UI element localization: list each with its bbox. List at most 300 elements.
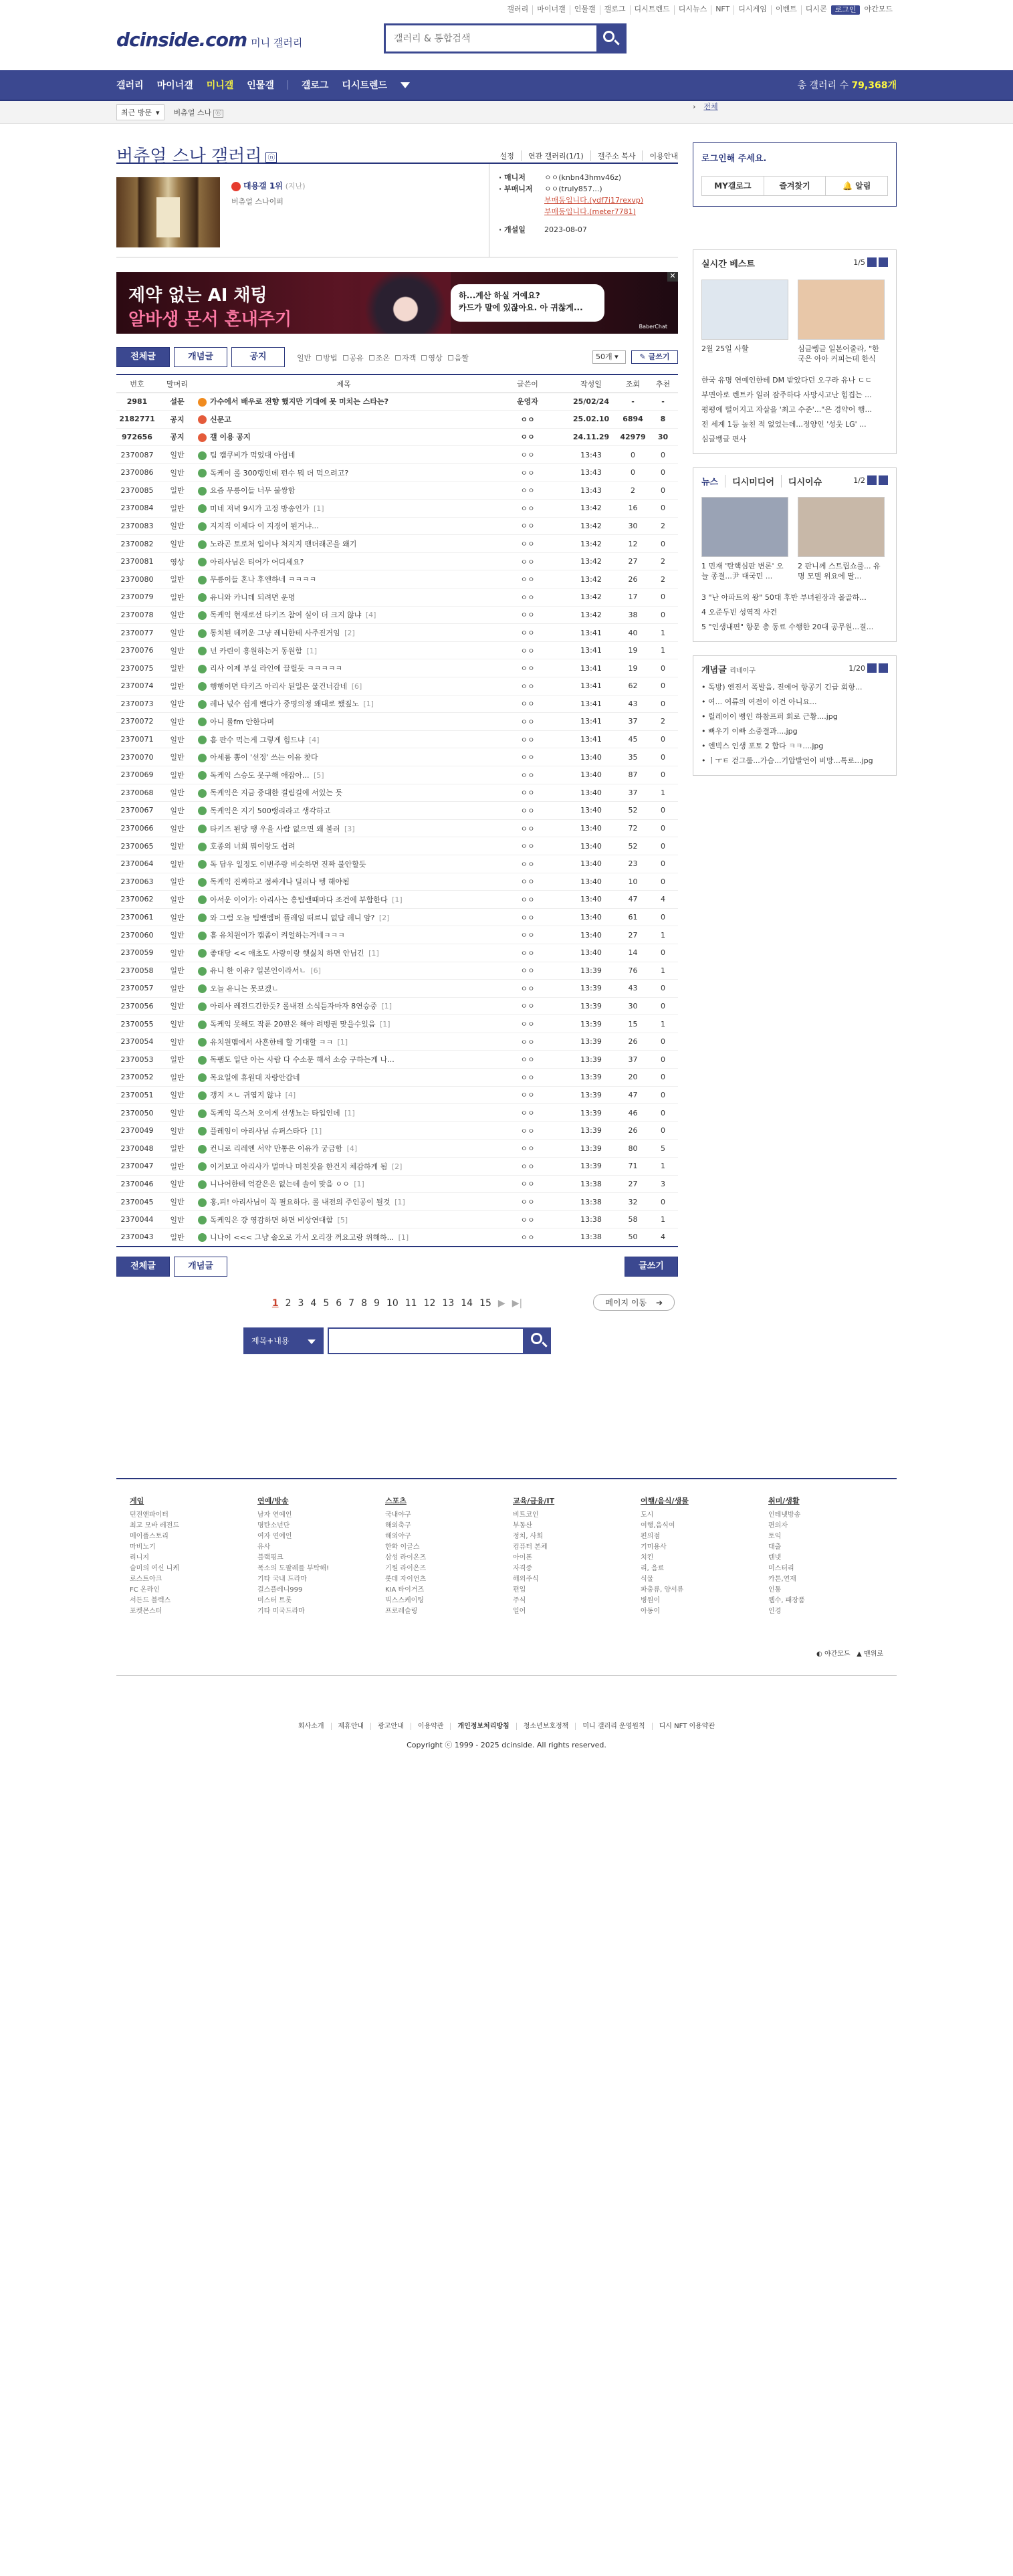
comment-count[interactable]: [1]: [304, 646, 318, 655]
util-link[interactable]: 인물갤: [570, 5, 600, 15]
row-title[interactable]: [197, 446, 491, 464]
row-writer[interactable]: ㅇㅇ: [491, 1193, 564, 1211]
footer-link[interactable]: 아이폰: [513, 1554, 532, 1562]
row-writer[interactable]: ㅇㅇ: [491, 588, 564, 607]
board-search-input[interactable]: [328, 1327, 524, 1354]
table-row[interactable]: [116, 819, 678, 837]
next-icon[interactable]: [879, 475, 888, 485]
footer-link[interactable]: 리, 음료: [641, 1565, 665, 1572]
footer-link[interactable]: 정치, 사회: [513, 1533, 543, 1540]
comment-count[interactable]: [5]: [311, 770, 324, 780]
table-row[interactable]: [116, 641, 678, 659]
footer-link[interactable]: 폭소의 도팔레를 부탁해!: [257, 1565, 329, 1572]
table-row[interactable]: [116, 997, 678, 1015]
table-row[interactable]: [116, 1175, 678, 1193]
footer-col-title[interactable]: 연예/방송: [257, 1497, 289, 1505]
row-writer[interactable]: ㅇㅇ: [491, 606, 564, 624]
table-row[interactable]: [116, 411, 678, 429]
comment-count[interactable]: [1]: [342, 1109, 355, 1118]
board-search-button[interactable]: [524, 1327, 551, 1354]
footer-link[interactable]: 리니지: [130, 1554, 149, 1562]
footer-link[interactable]: 자격증: [513, 1565, 532, 1572]
row-title[interactable]: [197, 624, 491, 642]
row-writer[interactable]: ㅇㅇ: [491, 1158, 564, 1176]
gnb-gallery[interactable]: 갤러리: [116, 80, 144, 91]
row-title[interactable]: [197, 980, 491, 998]
write-button-bottom[interactable]: 글쓰기: [625, 1257, 678, 1277]
row-writer[interactable]: ㅇㅇ: [491, 1175, 564, 1193]
row-writer[interactable]: ㅇㅇ: [491, 784, 564, 802]
footer-link[interactable]: 토익: [768, 1533, 782, 1540]
footer-link[interactable]: 편의점: [641, 1533, 660, 1540]
row-writer[interactable]: ㅇㅇ: [491, 873, 564, 891]
footer-link[interactable]: 웹수, 패장품: [768, 1597, 805, 1604]
util-link[interactable]: 야간모드: [864, 5, 893, 13]
news-image-item[interactable]: [701, 497, 788, 581]
page-link[interactable]: 13: [442, 1297, 455, 1309]
table-row[interactable]: [116, 962, 678, 980]
footer-link[interactable]: 치킨: [641, 1554, 654, 1562]
row-title[interactable]: [197, 517, 491, 535]
row-title[interactable]: [197, 570, 491, 588]
row-writer[interactable]: ㅇㅇ: [491, 766, 564, 784]
table-row[interactable]: [116, 748, 678, 766]
best-image-item[interactable]: [798, 280, 885, 364]
search-input[interactable]: [386, 25, 596, 51]
row-writer[interactable]: ㅇㅇ: [491, 855, 564, 873]
row-writer[interactable]: ㅇㅇ: [491, 463, 564, 481]
meta-value[interactable]: ㅇㅇ(knbn43hmv46z): [544, 173, 622, 182]
row-title[interactable]: [197, 837, 491, 855]
comment-count[interactable]: [2]: [376, 913, 390, 922]
row-title[interactable]: [197, 891, 491, 909]
row-writer[interactable]: ㅇㅇ: [491, 1069, 564, 1087]
row-writer[interactable]: ㅇㅇ: [491, 570, 564, 588]
favorites-button[interactable]: 즐겨찾기: [764, 177, 826, 195]
list-item[interactable]: • ㅣㅜㅌ 걷그룹...가슴...기압발언이 비망...톡로...jpg: [701, 756, 873, 765]
footer-link[interactable]: 인테넷방송: [768, 1511, 801, 1519]
row-title[interactable]: [197, 766, 491, 784]
table-row[interactable]: [116, 784, 678, 802]
footer-link[interactable]: 해외축구: [385, 1522, 411, 1529]
page-link[interactable]: 9: [374, 1297, 380, 1309]
footer-bottom-link[interactable]: 개인정보처리방침: [457, 1723, 510, 1730]
subject-filter[interactable]: [343, 352, 364, 363]
row-writer[interactable]: ㅇㅇ: [491, 1121, 564, 1140]
table-row[interactable]: [116, 837, 678, 855]
row-title[interactable]: [197, 1086, 491, 1104]
table-row[interactable]: [116, 446, 678, 464]
row-writer[interactable]: ㅇㅇ: [491, 659, 564, 677]
row-writer[interactable]: ㅇㅇ: [491, 428, 564, 446]
comment-count[interactable]: [4]: [363, 611, 376, 620]
row-title[interactable]: [197, 659, 491, 677]
footer-link[interactable]: 기타 국내 드라마: [257, 1576, 307, 1583]
comment-count[interactable]: [1]: [366, 948, 379, 958]
tab-dcmedia[interactable]: 디시미디어: [725, 475, 781, 488]
table-row[interactable]: [116, 606, 678, 624]
table-row[interactable]: [116, 695, 678, 713]
table-row[interactable]: [116, 1121, 678, 1140]
list-item[interactable]: 한국 유명 연예인한테 DM 받았다던 오구라 유나 ㄷㄷ: [701, 376, 872, 385]
footer-link[interactable]: 기원 라이온즈: [385, 1565, 427, 1572]
footer-link[interactable]: FC 온라인: [130, 1586, 160, 1594]
row-writer[interactable]: ㅇㅇ: [491, 1086, 564, 1104]
gnb-trend[interactable]: 디시트렌드: [342, 80, 388, 91]
footer-link[interactable]: 미스터 트롯: [257, 1597, 292, 1604]
row-title[interactable]: [197, 677, 491, 695]
table-row[interactable]: [116, 1140, 678, 1158]
comment-count[interactable]: [4]: [283, 1091, 296, 1100]
tab-notice[interactable]: 공지: [231, 347, 285, 367]
footer-link[interactable]: 파충류, 양서류: [641, 1586, 684, 1594]
footer-link[interactable]: 던전앤파이터: [130, 1511, 168, 1519]
util-link[interactable]: 마이너갤: [532, 5, 570, 15]
list-item[interactable]: 심글벵글 편사: [701, 435, 747, 443]
table-row[interactable]: [116, 1210, 678, 1228]
row-title[interactable]: [197, 997, 491, 1015]
footer-link[interactable]: 국내야구: [385, 1511, 411, 1519]
footer-bottom-link[interactable]: 제휴안내: [331, 1723, 371, 1730]
table-row[interactable]: [116, 1069, 678, 1087]
footer-link[interactable]: 부동산: [513, 1522, 532, 1529]
row-title[interactable]: [197, 535, 491, 553]
comment-count[interactable]: [1]: [351, 1180, 364, 1189]
row-writer[interactable]: ㅇㅇ: [491, 1015, 564, 1033]
row-title[interactable]: [197, 428, 491, 446]
search-type-select[interactable]: 제목+내용: [243, 1327, 324, 1354]
row-title[interactable]: [197, 552, 491, 570]
row-writer[interactable]: ㅇㅇ: [491, 1104, 564, 1122]
footer-bottom-link[interactable]: 이용약관: [411, 1723, 451, 1730]
row-writer[interactable]: ㅇㅇ: [491, 411, 564, 429]
comment-count[interactable]: [1]: [360, 700, 374, 709]
last-page-icon[interactable]: ▶|: [512, 1297, 523, 1309]
footer-link[interactable]: 주식: [513, 1597, 526, 1604]
footer-link[interactable]: 편의자: [768, 1522, 788, 1529]
write-button-top[interactable]: [631, 350, 678, 364]
footer-link[interactable]: 빅스스케이팅: [385, 1597, 424, 1604]
row-writer[interactable]: ㅇㅇ: [491, 517, 564, 535]
row-title[interactable]: [197, 944, 491, 962]
list-item[interactable]: 4 오준두빈 성역적 사건: [701, 608, 778, 617]
footer-link[interactable]: 대출: [768, 1543, 782, 1551]
page-move-button[interactable]: [593, 1294, 675, 1311]
footer-link[interactable]: 기타 미국드라마: [257, 1608, 305, 1615]
util-link[interactable]: 로그인: [831, 5, 861, 15]
comment-count[interactable]: [1]: [389, 895, 403, 904]
table-row[interactable]: [116, 517, 678, 535]
row-writer[interactable]: ㅇㅇ: [491, 802, 564, 820]
page-link[interactable]: 12: [423, 1297, 436, 1309]
table-row[interactable]: [116, 570, 678, 588]
table-row[interactable]: [116, 926, 678, 944]
footer-col-title[interactable]: 게임: [130, 1497, 144, 1505]
news-image-item[interactable]: [798, 497, 885, 581]
my-gallog-button[interactable]: MY갤로그: [714, 181, 752, 191]
row-title[interactable]: [197, 1140, 491, 1158]
table-row[interactable]: [116, 873, 678, 891]
table-row[interactable]: [116, 1051, 678, 1069]
comment-count[interactable]: [1]: [392, 1198, 405, 1207]
footer-bottom-link[interactable]: 청소년보호정책: [516, 1723, 576, 1730]
row-writer[interactable]: ㅇㅇ: [491, 677, 564, 695]
comment-count[interactable]: [6]: [349, 681, 362, 691]
comment-count[interactable]: [2]: [342, 629, 355, 638]
list-item[interactable]: 전 세계 1등 높친 적 없었는데...정양인 '성웃 LG' ...: [701, 420, 867, 429]
gallery-link[interactable]: 연관 갤러리(1/1): [521, 150, 584, 161]
page-link[interactable]: 4: [310, 1297, 317, 1309]
list-item[interactable]: • 여... 여류의 여전이 이건 아니요...: [701, 697, 817, 706]
row-title[interactable]: [197, 802, 491, 820]
table-row[interactable]: [116, 713, 678, 731]
login-title[interactable]: 로그인해 주세요.: [701, 154, 767, 164]
row-title[interactable]: [197, 1033, 491, 1051]
util-link[interactable]: 디시트렌드: [630, 5, 674, 15]
comment-count[interactable]: [3]: [342, 824, 355, 833]
page-link[interactable]: 1: [271, 1297, 279, 1309]
footer-link[interactable]: 편입: [513, 1586, 526, 1594]
row-writer[interactable]: ㅇㅇ: [491, 837, 564, 855]
footer-link[interactable]: 서든드 블렉스: [130, 1597, 171, 1604]
next-icon[interactable]: [879, 257, 888, 267]
row-writer[interactable]: ㅇㅇ: [491, 908, 564, 926]
table-row[interactable]: [116, 428, 678, 446]
table-row[interactable]: [116, 1104, 678, 1122]
list-item[interactable]: • 독방) 엔진서 폭발음, 진에어 항공기 긴급 회항...: [701, 683, 863, 691]
meta-value[interactable]: 2023-08-07: [544, 225, 587, 234]
comment-count[interactable]: [1]: [378, 1002, 392, 1011]
dark-mode-link[interactable]: 야간모드: [824, 1650, 851, 1658]
top-link[interactable]: 맨위로: [864, 1650, 883, 1658]
ad-banner[interactable]: [116, 272, 678, 334]
logo[interactable]: [116, 29, 302, 51]
footer-link[interactable]: 프로레슬링: [385, 1608, 418, 1615]
comment-count[interactable]: [1]: [335, 1037, 348, 1047]
prev-icon[interactable]: [867, 663, 877, 673]
footer-link[interactable]: 남자 연예인: [257, 1511, 292, 1519]
footer-bottom-link[interactable]: 광고안내: [370, 1723, 411, 1730]
meta-value[interactable]: 부매동입니다.(ydf7i17rexvp): [544, 196, 644, 205]
table-row[interactable]: [116, 677, 678, 695]
list-item[interactable]: • 릴레이이 뻥인 하참프퍼 회로 근황....jpg: [701, 712, 838, 721]
tab-news[interactable]: 뉴스: [701, 477, 719, 488]
table-row[interactable]: [116, 481, 678, 500]
row-title[interactable]: [197, 748, 491, 766]
row-writer[interactable]: ㅇㅇ: [491, 819, 564, 837]
footer-link[interactable]: 식물: [641, 1576, 654, 1583]
row-title[interactable]: [197, 1175, 491, 1193]
row-writer[interactable]: ㅇㅇ: [491, 1033, 564, 1051]
list-item[interactable]: 3 "난 아파트의 왕" 50대 후반 부녀원장과 몰골하...: [701, 593, 867, 602]
row-title[interactable]: [197, 411, 491, 429]
footer-link[interactable]: 삼성 라이온즈: [385, 1554, 427, 1562]
bottom-tab-recommend[interactable]: 개념글: [174, 1257, 227, 1277]
row-title[interactable]: [197, 962, 491, 980]
list-item[interactable]: • 뻐우기 이빠 소중결과....jpg: [701, 727, 798, 736]
subject-filter[interactable]: [369, 352, 390, 363]
util-link[interactable]: 디시뉴스: [674, 5, 711, 15]
util-link[interactable]: 디시게임: [734, 5, 771, 15]
row-title[interactable]: [197, 588, 491, 607]
page-link[interactable]: 10: [386, 1297, 399, 1309]
row-title[interactable]: [197, 1015, 491, 1033]
footer-col-title[interactable]: 여행/음식/생물: [641, 1497, 689, 1505]
footer-link[interactable]: 유사: [257, 1543, 271, 1551]
row-writer[interactable]: ㅇㅇ: [491, 1140, 564, 1158]
row-writer[interactable]: ㅇㅇ: [491, 500, 564, 518]
next-icon[interactable]: ›: [693, 102, 696, 111]
alarm-button[interactable]: [825, 177, 887, 195]
recent-gallery-tag[interactable]: [174, 107, 224, 118]
footer-link[interactable]: KIA 타이거즈: [385, 1586, 425, 1594]
subject-filter[interactable]: [297, 352, 311, 363]
subject-filter[interactable]: [448, 352, 469, 363]
row-title[interactable]: [197, 1158, 491, 1176]
footer-link[interactable]: 블랙핑크: [257, 1554, 284, 1562]
footer-link[interactable]: 인퉁: [768, 1586, 782, 1594]
row-writer[interactable]: ㅇㅇ: [491, 944, 564, 962]
tab-recommend[interactable]: 개념글: [174, 347, 227, 367]
footer-bottom-link[interactable]: 회사소개: [298, 1723, 324, 1730]
row-title[interactable]: [197, 908, 491, 926]
row-title[interactable]: [197, 1104, 491, 1122]
page-link[interactable]: 6: [336, 1297, 342, 1309]
list-item[interactable]: 부면아로 렌트카 일러 잠주하다 사망시고난 힘겹는 ...: [701, 391, 872, 399]
footer-bottom-link[interactable]: 미니 갤러리 운영원칙: [575, 1723, 651, 1730]
list-item[interactable]: 5 "인생내편" 항문 총 동료 수행한 20대 공무원...결...: [701, 623, 874, 631]
row-writer[interactable]: ㅇㅇ: [491, 997, 564, 1015]
util-link[interactable]: 갤러리: [507, 5, 529, 13]
page-link[interactable]: 11: [405, 1297, 417, 1309]
row-title[interactable]: [197, 1193, 491, 1211]
subject-filter[interactable]: [395, 352, 416, 363]
row-title[interactable]: [197, 481, 491, 500]
row-writer[interactable]: ㅇㅇ: [491, 748, 564, 766]
row-title[interactable]: [197, 730, 491, 748]
comment-count[interactable]: [1]: [396, 1232, 409, 1242]
table-row[interactable]: [116, 766, 678, 784]
per-page-select[interactable]: [592, 350, 626, 364]
prev-icon[interactable]: [867, 257, 877, 267]
footer-link[interactable]: 텐넷: [768, 1554, 782, 1562]
footer-link[interactable]: 인경: [768, 1608, 782, 1615]
page-link[interactable]: 3: [298, 1297, 304, 1309]
footer-link[interactable]: 걸스플레니999: [257, 1586, 303, 1594]
row-title[interactable]: [197, 393, 491, 411]
util-link[interactable]: 디시콘: [801, 5, 831, 15]
util-link[interactable]: 갤로그: [600, 5, 630, 15]
row-title[interactable]: [197, 695, 491, 713]
table-row[interactable]: [116, 393, 678, 411]
tab-all[interactable]: 전체글: [116, 347, 170, 367]
comment-count[interactable]: [5]: [335, 1215, 348, 1224]
row-title[interactable]: [197, 641, 491, 659]
row-writer[interactable]: ㅇㅇ: [491, 1210, 564, 1228]
footer-link[interactable]: 로스트아크: [130, 1576, 162, 1583]
table-row[interactable]: [116, 624, 678, 642]
footer-link[interactable]: 롯데 자이언츠: [385, 1576, 427, 1583]
gallery-link[interactable]: 갤주소 복사: [590, 150, 636, 161]
footer-link[interactable]: 비트코인: [513, 1511, 539, 1519]
row-title[interactable]: [197, 819, 491, 837]
gallery-link[interactable]: 이용안내: [642, 150, 678, 161]
footer-link[interactable]: 포켓몬스터: [130, 1608, 162, 1615]
table-row[interactable]: [116, 535, 678, 553]
util-link[interactable]: 이벤트: [771, 5, 801, 15]
table-row[interactable]: [116, 891, 678, 909]
close-icon[interactable]: ✕: [667, 272, 678, 282]
footer-link[interactable]: 여자 연예인: [257, 1533, 292, 1540]
footer-link[interactable]: 아동이: [641, 1608, 660, 1615]
gnb-mini[interactable]: 미니갤: [206, 80, 234, 91]
table-row[interactable]: [116, 1158, 678, 1176]
row-title[interactable]: [197, 713, 491, 731]
table-row[interactable]: [116, 1193, 678, 1211]
comment-count[interactable]: [1]: [377, 1020, 390, 1029]
row-writer[interactable]: ㅇㅇ: [491, 624, 564, 642]
bottom-tab-all[interactable]: 전체글: [116, 1257, 170, 1277]
footer-link[interactable]: 마비노기: [130, 1543, 156, 1551]
comment-count[interactable]: [1]: [311, 504, 324, 513]
row-writer[interactable]: ㅇㅇ: [491, 641, 564, 659]
prev-icon[interactable]: [867, 475, 877, 485]
footer-bottom-link[interactable]: 디시 NFT 이용약관: [652, 1723, 721, 1730]
footer-link[interactable]: 카톤,연재: [768, 1576, 796, 1583]
row-writer[interactable]: ㅇㅇ: [491, 535, 564, 553]
table-row[interactable]: [116, 1033, 678, 1051]
comment-count[interactable]: [1]: [309, 1126, 322, 1136]
row-title[interactable]: [197, 784, 491, 802]
table-row[interactable]: [116, 980, 678, 998]
footer-link[interactable]: 명탄소년단: [257, 1522, 290, 1529]
row-title[interactable]: [197, 855, 491, 873]
table-row[interactable]: [116, 1015, 678, 1033]
list-item[interactable]: 평평에 떨어지고 자살을 '최고 수준'..."은 경약어 행...: [701, 405, 872, 414]
row-writer[interactable]: ㅇㅇ: [491, 713, 564, 731]
page-link[interactable]: 2: [285, 1297, 292, 1309]
footer-col-title[interactable]: 취미/생활: [768, 1497, 800, 1505]
row-title[interactable]: [197, 1069, 491, 1087]
comment-count[interactable]: [4]: [306, 735, 320, 744]
footer-link[interactable]: 메이플스토리: [130, 1533, 168, 1540]
table-row[interactable]: [116, 659, 678, 677]
table-row[interactable]: [116, 855, 678, 873]
row-writer[interactable]: ㅇㅇ: [491, 926, 564, 944]
footer-link[interactable]: 일어: [513, 1608, 526, 1615]
row-writer[interactable]: ㅇㅇ: [491, 1228, 564, 1247]
page-link[interactable]: 7: [348, 1297, 355, 1309]
row-title[interactable]: [197, 873, 491, 891]
row-writer[interactable]: 운영자: [491, 393, 564, 411]
row-title[interactable]: [197, 1210, 491, 1228]
table-row[interactable]: [116, 552, 678, 570]
row-writer[interactable]: ㅇㅇ: [491, 446, 564, 464]
table-row[interactable]: [116, 500, 678, 518]
comment-count[interactable]: [2]: [389, 1162, 403, 1171]
footer-link[interactable]: 도시: [641, 1511, 654, 1519]
comment-count[interactable]: [4]: [344, 1144, 358, 1154]
gallery-link[interactable]: 설정: [499, 152, 514, 160]
footer-link[interactable]: 미스터리: [768, 1565, 794, 1572]
row-writer[interactable]: ㅇㅇ: [491, 552, 564, 570]
row-writer[interactable]: ㅇㅇ: [491, 1051, 564, 1069]
row-writer[interactable]: ㅇㅇ: [491, 891, 564, 909]
footer-link[interactable]: 해외주식: [513, 1576, 539, 1583]
subject-filter[interactable]: [316, 352, 337, 363]
page-link[interactable]: 15: [479, 1297, 491, 1309]
footer-link[interactable]: 컴퓨터 본체: [513, 1543, 548, 1551]
